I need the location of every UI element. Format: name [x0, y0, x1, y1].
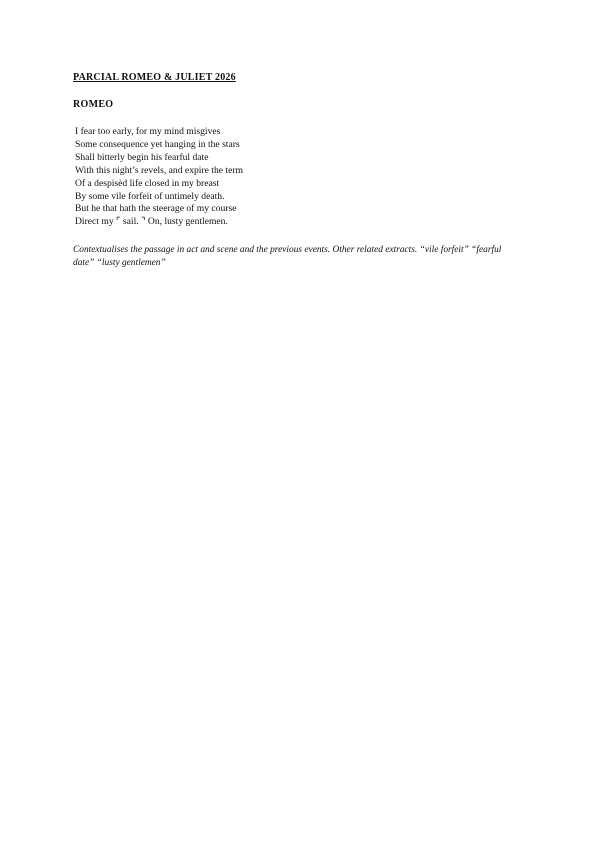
verse-line: Direct my ⌜ sail. ⌝ On, lusty gentlemen. — [75, 216, 228, 228]
verse-line: Shall bitterly begin his fearful date — [75, 151, 209, 163]
verse-line: By some vile forfeit of untimely death. — [75, 190, 225, 202]
verse-line: With this night’s revels, and expire the term — [75, 164, 243, 176]
verse-line: Some consequence yet hanging in the stars — [75, 138, 240, 150]
speaker-name: ROMEO — [73, 99, 114, 110]
document-title: PARCIAL ROMEO & JULIET 2026 — [73, 72, 236, 83]
verse-passage — [75, 126, 243, 229]
task-instruction: Contextualises the passage in act and scene and the previous events. Other related extracts. “vile forfeit” “fearful date” “lusty gentlemen” — [73, 245, 502, 268]
verse-line: I fear too early, for my mind misgives — [75, 126, 221, 137]
verse-line: But he that hath the steerage of my course — [75, 203, 237, 215]
verse-line: Of a despisèd life closed in my breast — [75, 177, 220, 189]
